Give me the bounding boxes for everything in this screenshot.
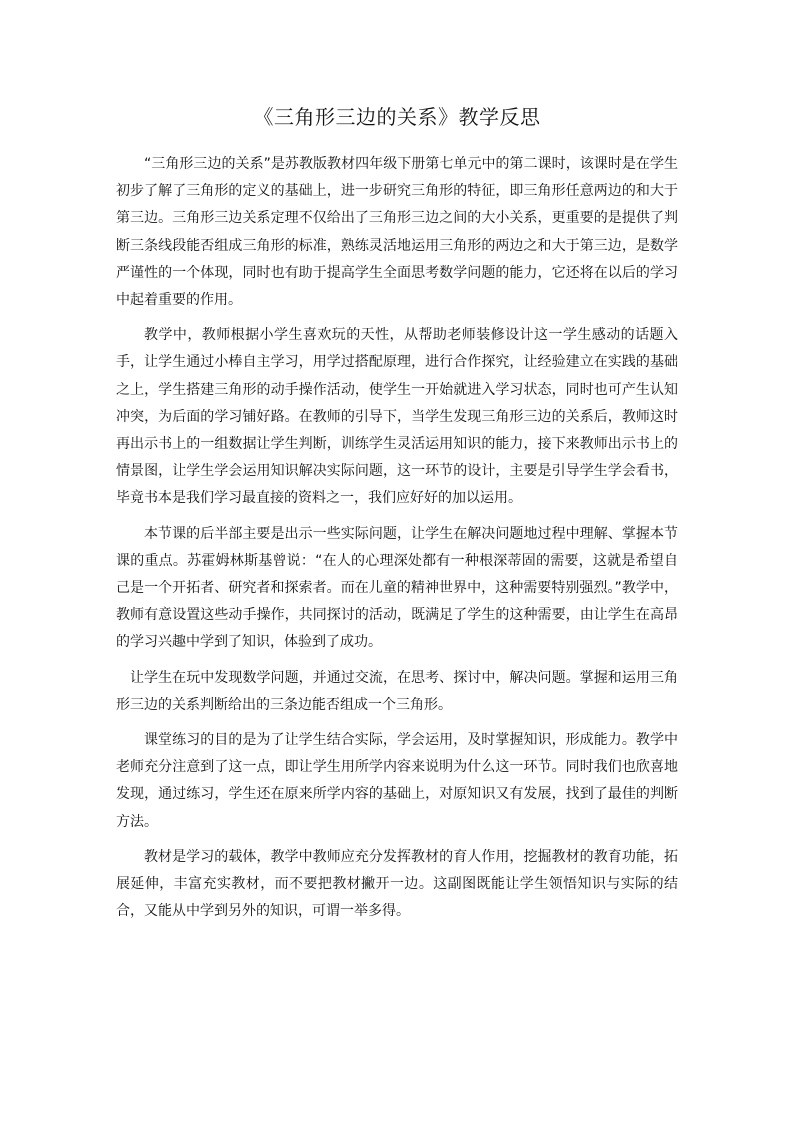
paragraph-4: 让学生在玩中发现数学问题，并通过交流，在思考、探讨中，解决问题。掌握和运用三角形三边的关系判断给出的三条边能否组成一个三角形。 xyxy=(116,669,678,713)
paragraph-5: 课堂练习的目的是为了让学生结合实际，学会运用，及时掌握知识，形成能力。教学中老师充分注意到了这一点，即让学生用所学内容来说明为什么这一环节。同时我们也欣喜地发现，通过练习，学生还在原来所学内容的基础上，对原知识又有发展，找到了最佳的判断方法。 xyxy=(116,732,678,830)
paragraph-1: “三角形三边的关系”是苏教版教材四年级下册第七单元中的第二课时，该课时是在学生初步了解了三角形的定义的基础上，进一步研究三角形的特征，即三角形任意两边的和大于第三边。三角形三边关系定理不仅给出了三角形三边之间的大小关系，更重要的是提供了判断三条线段能否组成三角形的标准，熟练灵活地运用三角形的两边之和大于第三边，是数学严谨性的一个体现，同时也有助于提高学生全面思考数学问题的能力，它还将在以后的学习中起着重要的作用。 xyxy=(116,156,678,309)
paragraph-6: 教材是学习的载体，教学中教师应充分发挥教材的育人作用，挖掘教材的教育功能，拓展延伸，丰富充实教材，而不要把教材撇开一边。这副图既能让学生领悟知识与实际的结合，又能从中学到另外的知识，可谓一举多得。 xyxy=(116,848,678,920)
document-body xyxy=(116,151,678,933)
document-title: 《三角形三边的关系》教学反思 xyxy=(253,105,541,129)
paragraph-2: 教学中，教师根据小学生喜欢玩的天性，从帮助老师装修设计这一学生感动的话题入手，让学生通过小棒自主学习，用学过搭配原理，进行合作探究，让经验建立在实践的基础之上，学生搭建三角形的动手操作活动，使学生一开始就进入学习状态，同时也可产生认知冲突，为后面的学习铺好路。在教师的引导下，当学生发现三角形三边的关系后，教师这时再出示书上的一组数据让学生判断，训练学生灵活运用知识的能力，接下来教师出示书上的情景图，让学生学会运用知识解决实际问题，这一环节的设计，主要是引导学生学会看书，毕竟书本是我们学习最直接的资料之一，我们应好好的加以运用。 xyxy=(116,327,678,507)
paragraph-3: 本节课的后半部主要是出示一些实际问题，让学生在解决问题地过程中理解、掌握本节课的重点。苏霍姆林斯基曾说：“在人的心理深处都有一种根深蒂固的需要，这就是希望自己是一个开拓者、研究者和探索者。而在儿童的精神世界中，这种需要特别强烈。”教学中，教师有意设置这些动手操作，共同探讨的活动，既满足了学生的这种需要，由让学生在高昂的学习兴趣中学到了知识，体验到了成功。 xyxy=(116,525,678,651)
